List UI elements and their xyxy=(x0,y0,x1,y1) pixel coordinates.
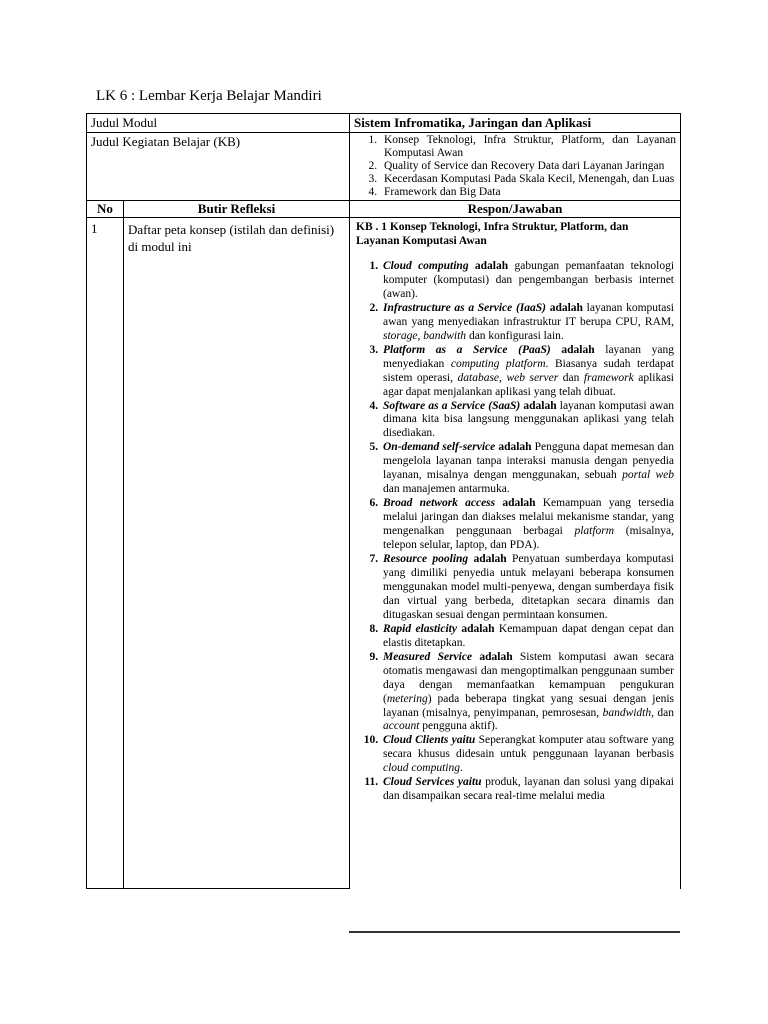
kb-list-item: 1. Konsep Teknologi, Infra Struktur, Platform, dan Layanan Komputasi Awan xyxy=(380,134,676,160)
kb-list-item: 2. Quality of Service dan Recovery Data dari Layanan Jaringan xyxy=(380,160,676,173)
concept-definition: Pengguna dapat memesan dan mengelola layanan tanpa interaksi manusia dengan penyedia layanan, misalnya dengan menggunakan, sebuah portal web dan manajemen antarmuka. xyxy=(383,441,674,496)
concept-term: Software as a Service (SaaS) xyxy=(383,399,521,412)
concept-term: On-demand self-service xyxy=(383,441,496,454)
concept-relation: adalah xyxy=(474,260,509,272)
concept-item xyxy=(381,776,674,804)
row-butir: Daftar peta konsep (istilah dan definisi) di modul ini xyxy=(124,218,350,889)
kb-list-item: 3. Kecerdasan Komputasi Pada Skala Kecil, Menengah, dan Luas xyxy=(380,173,676,186)
header-butir-refleksi: Butir Refleksi xyxy=(124,201,350,218)
concept-relation: adalah xyxy=(502,497,536,510)
module-title-label: Judul Modul xyxy=(87,114,350,133)
concept-term: Rapid elasticity xyxy=(383,622,457,635)
concept-item xyxy=(381,441,674,497)
module-title-row xyxy=(87,114,681,133)
concept-relation: adalah xyxy=(473,553,507,566)
concept-relation: adalah xyxy=(561,343,595,356)
concept-definition: layanan komputasi awan yang menyediakan infrastruktur IT berupa CPU, RAM, storage, bandwith dan konfigurasi lain. xyxy=(383,301,675,342)
concept-term: Cloud Clients yaitu xyxy=(383,734,476,747)
concept-relation: adalah xyxy=(498,441,532,454)
row-response xyxy=(350,218,681,889)
header-no: No xyxy=(87,201,124,218)
concept-relation: adalah xyxy=(461,622,495,635)
table-row xyxy=(87,218,681,889)
concept-definition: layanan yang menyediakan computing platform. Biasanya sudah terdapat sistem operasi, database, web server dan framework aplikasi agar dapat menjalankan aplikasi yang telah dibuat. xyxy=(383,343,675,398)
header-row xyxy=(87,201,681,218)
kb-list xyxy=(350,134,680,199)
concept-term: Broad network access xyxy=(383,497,496,510)
concept-definition: gabungan pemanfaatan teknologi komputer (komputasi) dan pengembangan berbasis internet (awan). xyxy=(383,260,675,300)
concept-item xyxy=(381,302,674,344)
kb-title-row xyxy=(87,133,681,201)
concept-term: Platform as a Service (PaaS) xyxy=(383,343,551,356)
concept-definition: produk, layanan dan solusi yang dipakai dan disampaikan secara real-time melalui media xyxy=(383,776,674,803)
row-number: 1 xyxy=(87,218,124,889)
concept-item xyxy=(381,400,674,442)
kb-list-item: 4. Framework dan Big Data xyxy=(380,186,676,199)
concept-definition: layanan komputasi awan dimana kita bisa langsung menggunakan aplikasi yang telah disediakan. xyxy=(383,399,675,440)
page-title: LK 6 : Lembar Kerja Belajar Mandiri xyxy=(96,88,322,104)
concept-definition: Penyatuan sumberdaya komputasi yang dimiliki penyedia untuk melayani beberapa konsumen menggunakan model multi-penyewa, dengan sumberdaya fisik dan virtual yang berbeda, ditetapkan secara dinamis dan ditugaskan sesuai dengan permintaan konsumen. xyxy=(383,553,674,621)
concept-item xyxy=(381,734,674,776)
concept-item xyxy=(381,260,674,302)
concept-item xyxy=(381,623,674,651)
concept-item xyxy=(381,651,674,735)
concept-item xyxy=(381,497,674,553)
concept-term: Infrastructure as a Service (IaaS) xyxy=(383,301,546,314)
concept-list xyxy=(356,260,674,804)
concept-definition: Seperangkat komputer atau software yang secara khusus didesain untuk penggunaan layanan berbasis cloud computing. xyxy=(383,734,674,775)
worksheet-table xyxy=(86,113,681,889)
kb-title-label: Judul Kegiatan Belajar (KB) xyxy=(87,133,350,201)
module-title-value: Sistem Infromatika, Jaringan dan Aplikasi xyxy=(350,114,681,133)
concept-definition: Kemampuan dapat dengan cepat dan elastis ditetapkan. xyxy=(383,622,674,649)
concept-definition: Kemampuan yang tersedia melalui jaringan dan diakses melalui mekanisme standar, yang mengenalkan penggunaan berbagai platform (misalnya, telepon selular, laptop, dan PDA). xyxy=(383,497,674,552)
header-respon-jawaban: Respon/Jawaban xyxy=(350,201,681,218)
concept-item xyxy=(381,344,674,400)
kb-title-cell xyxy=(350,133,681,201)
concept-relation: adalah xyxy=(479,650,513,663)
concept-relation: adalah xyxy=(549,301,583,314)
concept-relation: adalah xyxy=(523,399,557,412)
concept-definition: Sistem komputasi awan secara otomatis mengawasi dan mengoptimalkan penggunaan sumber daya dengan memanfaatkan kemampuan pengukuran (metering) pada beberapa tingkat yang sesuai dengan jenis layanan (misalnya, penyimpanan, pemrosesan, bandwidth, dan account pengguna aktif). xyxy=(383,650,674,733)
concept-item xyxy=(381,553,674,623)
kb-heading: KB . 1 Konsep Teknologi, Infra Struktur, Platform, dan Layanan Komputasi Awan xyxy=(356,221,629,247)
concept-term: Measured Service xyxy=(383,650,473,663)
concept-term: Cloud Services yaitu xyxy=(383,776,482,789)
concept-term: Resource pooling xyxy=(383,553,469,566)
concept-term: Cloud computing xyxy=(383,260,469,272)
bottom-rule xyxy=(349,931,680,933)
